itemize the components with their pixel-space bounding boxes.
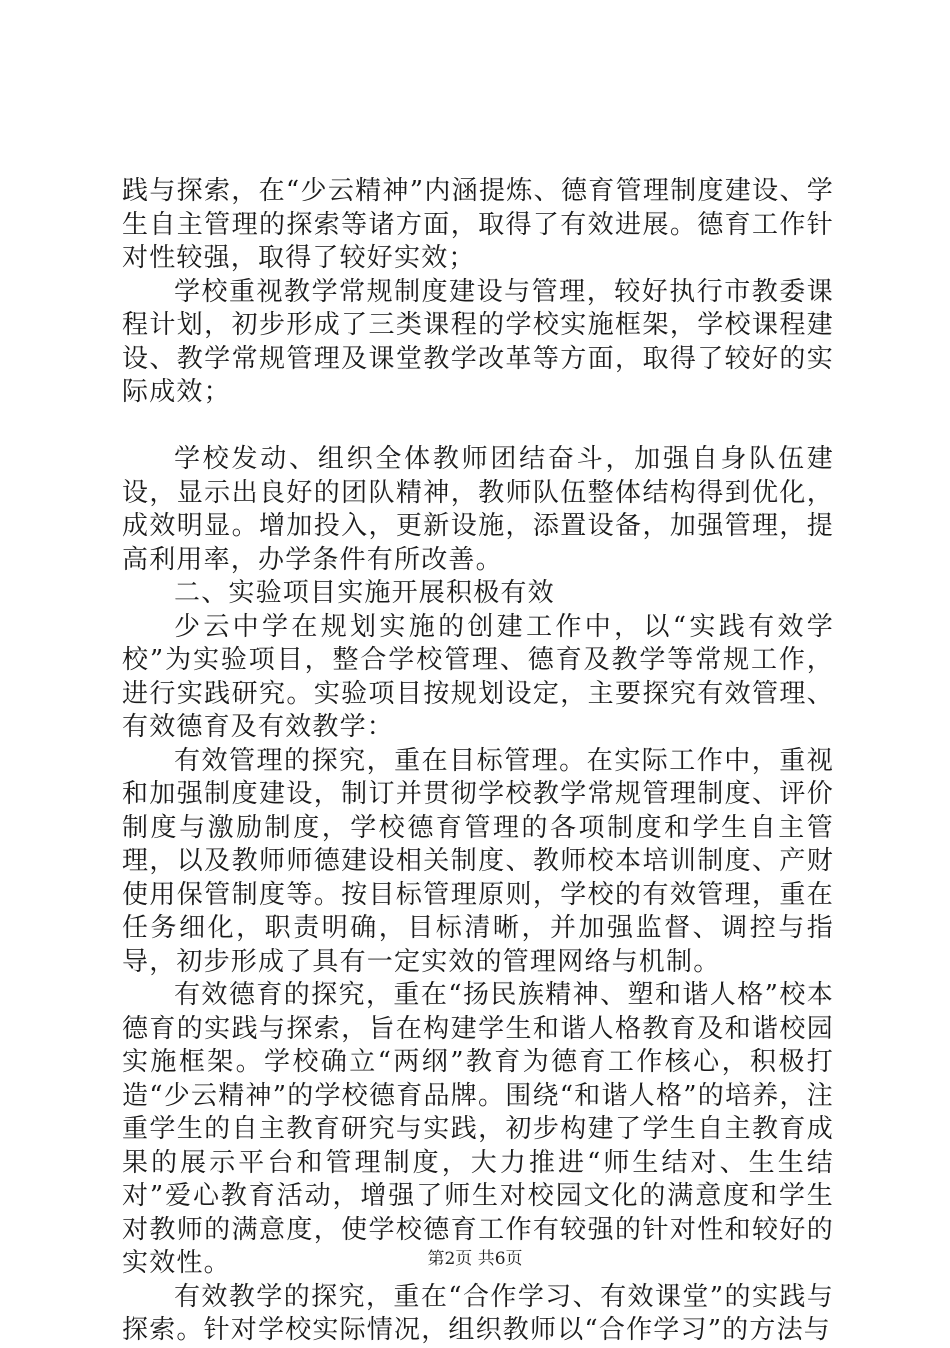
page-number: 第2页 共6页 [427,1249,523,1269]
paragraph-effective-management: 有效管理的探究，重在目标管理。在实际工作中，重视和加强制度建设，制订并贯彻学校教学常规管理制度、评价制度与激励制度，学校德育管理的各项制度和学生自主管理，以及教师师德建设相关制度、教师校本培训制度、产财使用保管制度等。按目标管理原则，学校的有效管理，重在任务细化，职责明确，目标清晰，并加强监督、调控与指导，初步形成了具有一定实效的管理网络与机制。 [122,745,834,977]
paragraph-effective-moral-education: 有效德育的探究，重在“扬民族精神、塑和谐人格”校本德育的实践与探索，旨在构建学生和谐人格教育及和谐校园实施框架。学校确立“两纲”教育为德育工作核心，积极打造“少云精神”的学校德育品牌。围绕“和谐人格”的培养，注重学生的自主教育研究与实践，初步构建了学生自主教育成果的展示平台和管理制度，大力推进“师生结对、生生结对”爱心教育活动，增强了师生对校园文化的满意度和学生对教师的满意度，使学校德育工作有较强的针对性和较好的实效性。 [122,980,834,1278]
paragraph-experiment-intro: 少云中学在规划实施的创建工作中，以“实践有效学校”为实验项目，整合学校管理、德育及教学等常规工作，进行实践研究。实验项目按规划设定，主要探究有效管理、有效德育及有效教学： [122,611,834,742]
paragraph-teaching-routine: 学校重视教学常规制度建设与管理，较好执行市教委课程计划，初步形成了三类课程的学校实施框架，学校课程建设、教学常规管理及课堂教学改革等方面，取得了较好的实际成效； [122,276,834,407]
paragraph-teacher-team: 学校发动、组织全体教师团结奋斗，加强自身队伍建设，显示出良好的团队精神，教师队伍整体结构得到优化，成效明显。增加投入，更新设施，添置设备，加强管理，提高利用率，办学条件有所改善。 [122,444,834,575]
paragraph-effective-teaching: 有效教学的探究，重在“合作学习、有效课堂”的实践与探索。针对学校实际情况，组织教师以“合作学习”的方法与 [122,1281,834,1345]
section-heading-experiment: 二、实验项目实施开展积极有效 [174,578,555,608]
paragraph-continuation: 践与探索，在“少云精神”内涵提炼、德育管理制度建设、学生自主管理的探索等诸方面，取得了有效进展。德育工作针对性较强，取得了较好实效； [122,176,834,273]
document-body [122,175,834,1348]
